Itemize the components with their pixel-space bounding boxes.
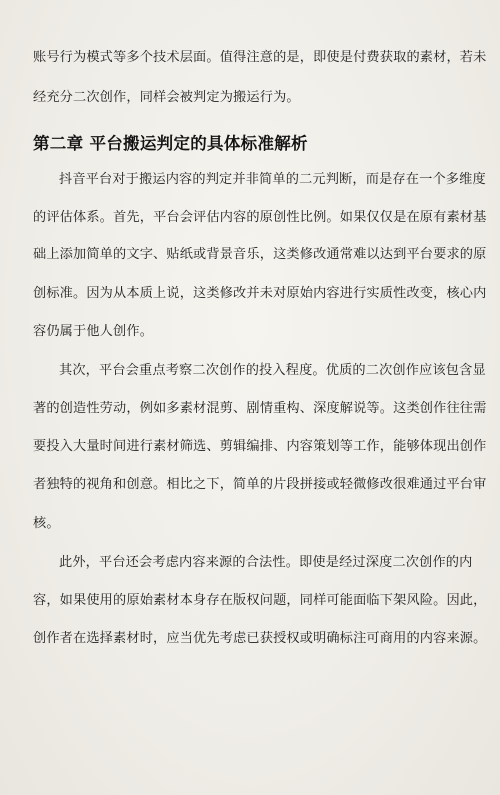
paragraph-line: 此外，平台还会考虑内容来源的合法性。即使是经过深度二次创作的内 xyxy=(59,555,473,570)
intro-line: 经充分二次创作，同样会被判定为搬运行为。 xyxy=(33,90,300,105)
paragraph-line: 核。 xyxy=(33,516,60,531)
paragraph-line: 的评估体系。首先，平台会评估内容的原创性比例。如果仅仅是在原有素材基 xyxy=(33,210,487,225)
paragraph-line: 容仍属于他人创作。 xyxy=(33,324,154,339)
paragraph-line: 抖音平台对于搬运内容的判定并非简单的二元判断，而是存在一个多维度 xyxy=(59,172,486,187)
paragraph-line: 者独特的视角和创意。相比之下，简单的片段拼接或轻微修改很难通过平台审 xyxy=(33,477,487,492)
paragraph-line: 要投入大量时间进行素材筛选、剪辑编排、内容策划等工作，能够体现出创作 xyxy=(33,439,487,454)
chapter-title: 第二章 平台搬运判定的具体标准解析 xyxy=(33,134,308,153)
intro-line: 账号行为模式等多个技术层面。值得注意的是，即使是付费获取的素材，若未 xyxy=(33,50,487,65)
paragraph-line: 创标准。因为从本质上说，这类修改并未对原始内容进行实质性改变，核心内 xyxy=(33,286,487,301)
paragraph-line: 其次，平台会重点考察二次创作的投入程度。优质的二次创作应该包含显 xyxy=(59,363,486,378)
paragraph-line: 著的创造性劳动，例如多素材混剪、剧情重构、深度解说等。这类创作往往需 xyxy=(33,401,487,416)
paragraph-line: 创作者在选择素材时，应当优先考虑已获授权或明确标注可商用的内容来源。 xyxy=(33,631,487,646)
paragraph-line: 容，如果使用的原始素材本身存在版权问题，同样可能面临下架风险。因此， xyxy=(33,593,487,608)
paragraph-line: 础上添加简单的文字、贴纸或背景音乐，这类修改通常难以达到平台要求的原 xyxy=(33,247,487,262)
